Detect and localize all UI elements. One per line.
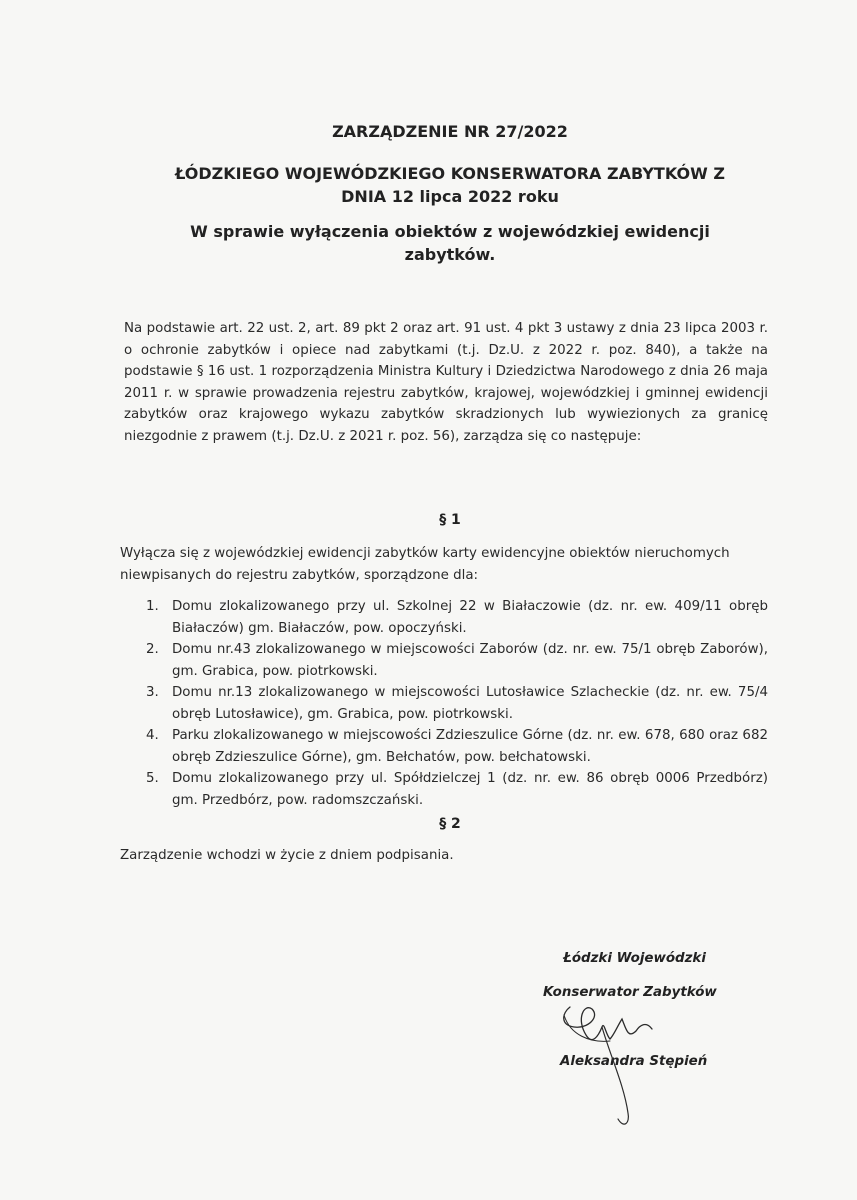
issuer-line-1: ŁÓDZKIEGO WOJEWÓDZKIEGO KONSERWATORA ZABYTKÓW Z xyxy=(175,164,725,183)
list-item xyxy=(140,725,768,768)
list-item-text: Domu nr.13 zlokalizowanego w miejscowości Lutosławice Szlacheckie (dz. nr. ew. 75/4 obręb Lutosławice), gm. Grabica, pow. piotrkowski. xyxy=(172,685,768,722)
list-item-number: 2. xyxy=(146,642,159,657)
list-item-text: Domu zlokalizowanego przy ul. Spółdzielczej 1 (dz. nr. ew. 86 obręb 0006 Przedbórz) gm. Przedbórz, pow. radomszczański. xyxy=(172,771,768,808)
object-list xyxy=(140,596,768,811)
list-item-number: 3. xyxy=(146,685,159,700)
section-1-mark: § 1 xyxy=(439,512,461,528)
list-item-number: 4. xyxy=(146,728,159,743)
decree-number: ZARZĄDZENIE NR 27/2022 xyxy=(332,122,568,141)
list-item-number: 1. xyxy=(146,599,159,614)
list-item-number: 5. xyxy=(146,771,159,786)
section-2-text: Zarządzenie wchodzi w życie z dniem podpisania. xyxy=(120,848,454,863)
signatory-name: Aleksandra Stępień xyxy=(560,1054,708,1069)
list-item-text: Domu zlokalizowanego przy ul. Szkolnej 22 w Białaczowie (dz. nr. ew. 409/11 obręb Białaczów) gm. Białaczów, pow. opoczyński. xyxy=(172,599,768,636)
signature-stroke xyxy=(564,1007,652,1040)
handwritten-signature xyxy=(540,995,700,1135)
subject-heading xyxy=(100,220,800,266)
section-2-mark: § 2 xyxy=(439,816,461,832)
signatory-title-line-1: Łódzki Wojewódzki xyxy=(563,951,706,966)
subject-line-2: zabytków. xyxy=(404,245,496,264)
issuer-line-2: DNIA 12 lipca 2022 roku xyxy=(341,187,559,206)
issuer-heading xyxy=(100,162,800,208)
signatory-title-line-2: Konserwator Zabytków xyxy=(543,985,717,1000)
list-item xyxy=(140,639,768,682)
list-item-text: Parku zlokalizowanego w miejscowości Zdzieszulice Górne (dz. nr. ew. 678, 680 oraz 682 obręb Zdzieszulice Górne), gm. Bełchatów, pow. bełchatowski. xyxy=(172,728,768,765)
list-item xyxy=(140,768,768,811)
list-item-text: Domu nr.43 zlokalizowanego w miejscowości Zaborów (dz. nr. ew. 75/1 obręb Zaborów), gm. Grabica, pow. piotrkowski. xyxy=(172,642,768,679)
section-1-text: Wyłącza się z wojewódzkiej ewidencji zabytków karty ewidencyjne obiektów nieruchomych niewpisanych do rejestru zabytków, sporządzone dla: xyxy=(120,546,730,583)
subject-line-1: W sprawie wyłączenia obiektów z wojewódzkiej ewidencji xyxy=(190,222,710,241)
list-item xyxy=(140,682,768,725)
legal-basis-paragraph: Na podstawie art. 22 ust. 2, art. 89 pkt 2 oraz art. 91 ust. 4 pkt 3 ustawy z dnia 23 lipca 2003 r. o ochronie zabytków i opiece nad zabytkami (t.j. Dz.U. z 2022 r. poz. 840), a także na podstawie § 16 ust. 1 rozporządzenia Ministra Kultury i Dziedzictwa Narodowego z dnia 26 maja 2011 r. w sprawie prowadzenia rejestru zabytków, krajowej, wojewódzkiej i gminnej ewidencji zabytków oraz krajowego wykazu zabytków skradzionych lub wywiezionych za granicę niezgodnie z prawem (t.j. Dz.U. z 2021 r. poz. 56), zarządza się co następuje: xyxy=(124,321,768,444)
list-item xyxy=(140,596,768,639)
